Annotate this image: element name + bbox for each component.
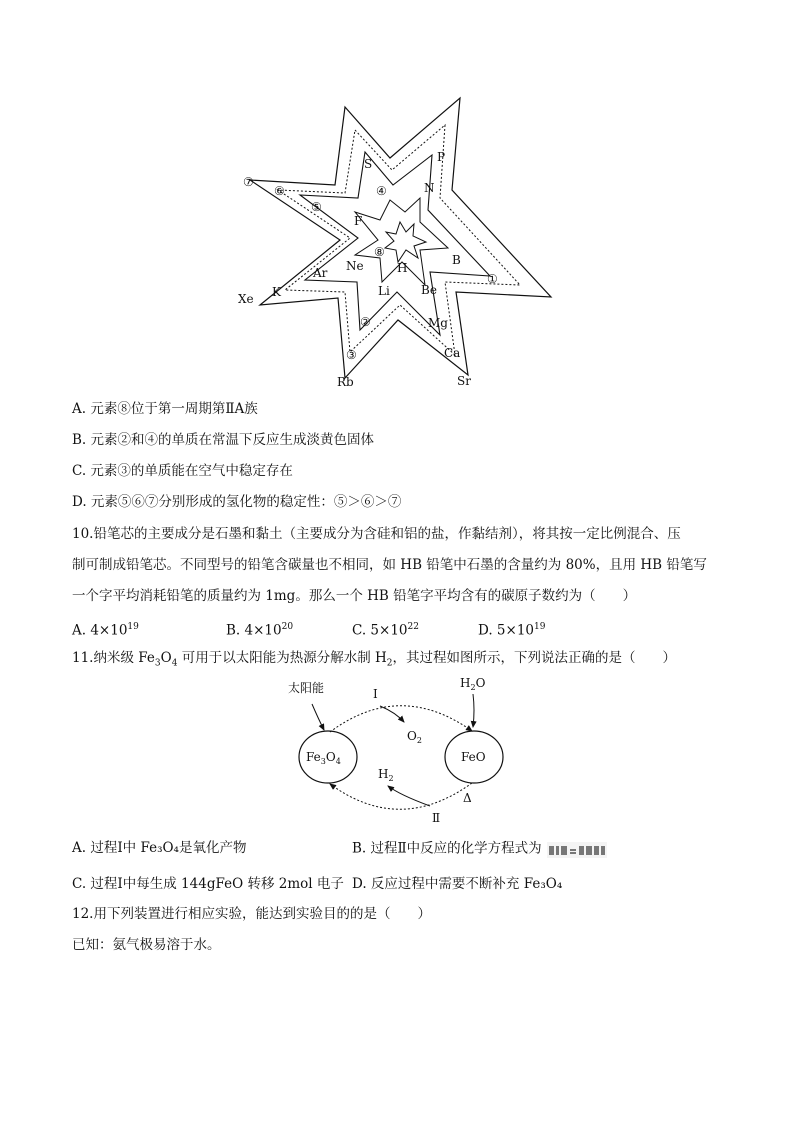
label-3: ③	[346, 348, 357, 362]
middle-star	[300, 152, 490, 335]
q12-stem: 12.用下列装置进行相应实验，能达到实验目的的是（ ）	[72, 906, 431, 922]
sun-label: 太阳能	[288, 681, 325, 695]
label-B: B	[452, 253, 461, 267]
o2-label: $O_2$	[407, 729, 422, 745]
q11-option-d: D. 反应过程中需要不断补充 Fe₃O₄	[352, 876, 563, 892]
q10-option-a: A. $4\times 10^{19}$	[72, 622, 139, 639]
label-Ca: Ca	[444, 346, 461, 360]
q10-stem-line3: 一个字平均消耗铅笔的质量约为 1mg。那么一个 HB 铅笔字平均含有的碳原子数约为（ ）	[72, 588, 637, 604]
label-7: ⑦	[243, 175, 254, 189]
label-Xe: Xe	[238, 292, 254, 306]
label-S: S	[364, 157, 373, 171]
fe3o4-cycle-diagram	[0, 670, 794, 830]
label-2: ②	[360, 315, 371, 329]
q11-option-b: B. 过程Ⅱ中反应的化学方程式为	[352, 838, 608, 860]
label-6: ⑥	[274, 184, 285, 198]
label-Mg: Mg	[428, 316, 448, 330]
label-N: N	[424, 181, 435, 195]
step2-label: Ⅱ	[432, 811, 441, 825]
label-Sr: Sr	[457, 374, 471, 388]
q12-note: 已知：氨气极易溶于水。	[72, 937, 221, 953]
feo-label: FeO	[461, 750, 486, 764]
q11-stem: 11.纳米级 $Fe_3O_4$ 可用于以太阳能为热源分解水制 $H_2$，其过程如图所示，下列说法正确的是（ ）	[72, 650, 677, 669]
delta-label: Δ	[463, 791, 472, 805]
label-8: ⑧	[374, 245, 385, 259]
h2-label: $H_2$	[378, 767, 394, 783]
fe3o4-label: $Fe_3O_4$	[306, 750, 341, 766]
innermost-star	[385, 222, 426, 262]
h2o-label: $H_2O$	[460, 676, 486, 692]
outer-star	[250, 98, 551, 378]
q10-stem-line1: 10.铅笔芯的主要成分是石墨和黏土（主要成分为含硅和铝的盐，作黏结剂），将其按一定比例混合、压	[72, 526, 681, 542]
q9-option-c: C. 元素③的单质能在空气中稳定存在	[72, 463, 293, 479]
q9-option-b: B. 元素②和④的单质在常温下反应生成淡黄色固体	[72, 432, 375, 448]
label-1: ①	[487, 272, 498, 286]
label-Ar: Ar	[313, 266, 328, 280]
label-H: H	[397, 261, 408, 275]
label-5: ⑤	[311, 200, 322, 214]
label-P: P	[437, 150, 446, 164]
equation-image	[546, 838, 608, 860]
label-K: K	[272, 285, 281, 299]
label-Be: Be	[421, 283, 437, 297]
q9-option-d: D. 元素⑤⑥⑦分别形成的氢化物的稳定性：⑤＞⑥＞⑦	[72, 494, 402, 510]
q10-option-c: C. $5\times 10^{22}$	[352, 622, 419, 639]
step2-arrow	[330, 783, 472, 809]
label-Rb: Rb	[337, 375, 354, 389]
label-Li: Li	[378, 284, 390, 298]
label-F: F	[354, 214, 363, 228]
o2-arrow	[380, 706, 404, 722]
step1-label: I	[373, 687, 378, 701]
q11-option-c: C. 过程Ⅰ中每生成 144gFeO 转移 2mol 电子	[72, 876, 344, 892]
label-Ne: Ne	[346, 259, 364, 273]
h2-arrow	[388, 786, 430, 806]
element-star-diagram	[0, 0, 794, 400]
q10-option-b: B. $4\times 10^{20}$	[226, 622, 294, 639]
q11-option-a: A. 过程Ⅰ中 Fe₃O₄是氧化产物	[72, 840, 247, 856]
label-4: ④	[376, 184, 387, 198]
q10-stem-line2: 制可制成铅笔芯。不同型号的铅笔含碳量也不相同，如 HB 铅笔中石墨的含量约为 80%，且用 HB 铅笔写	[72, 557, 707, 573]
q10-option-d: D. $5\times 10^{19}$	[478, 622, 546, 639]
h2o-arrow	[473, 694, 474, 727]
q9-option-a: A. 元素⑧位于第一周期第ⅡA族	[72, 401, 258, 417]
sun-arrow	[312, 704, 324, 730]
